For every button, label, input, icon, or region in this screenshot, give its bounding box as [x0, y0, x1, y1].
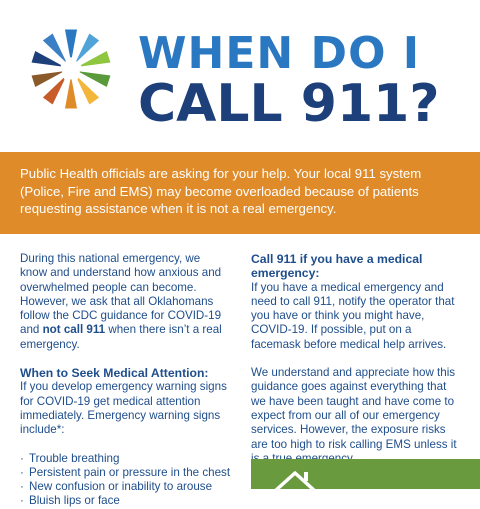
call-911-heading: Call 911 if you have a medical emergency: — [251, 252, 423, 281]
house-icon — [271, 465, 319, 495]
call-911-text: If you have a medical emergency and need to call 911, notify the operator that you have or think you might have, COVID-19. If possible, put on a facemask before medical help arrives. — [251, 280, 455, 351]
medical-attention-heading: When to Seek Medical Attention: — [20, 366, 209, 381]
warning-sign-text: Bluish lips or face — [29, 494, 120, 508]
title-line-1: WHEN DO I — [138, 28, 421, 79]
intro-paragraph — [20, 252, 230, 352]
intro-text: During this national emergency, we know and understand how anxious and overwhelmed people can become. However, we ask that all Oklahomans follow the CDC guidance for COVID-19 and — [20, 252, 222, 337]
warning-sign-text: New confusion or inability to arouse — [29, 480, 213, 494]
intro-bold-text: not call 911 — [42, 323, 106, 337]
list-item: · Trouble breathing — [20, 451, 120, 465]
orange-banner — [0, 152, 480, 234]
green-info-box — [251, 459, 480, 489]
warning-sign-text: Persistent pain or pressure in the chest — [29, 465, 231, 479]
medical-attention-text: If you develop emergency warning signs for COVID-19 get medical attention immediately. Emergency warning signs include*: — [20, 380, 227, 437]
intro-text-end: when there isn’t a real emergency. — [20, 323, 222, 351]
title-line-2: CALL 911? — [138, 74, 440, 134]
left-column — [20, 252, 230, 509]
list-item: · New confusion or inability to arouse — [20, 480, 213, 494]
right-column — [251, 252, 463, 480]
warning-sign-text: Trouble breathing — [29, 451, 120, 465]
list-item: · Persistent pain or pressure in the chest — [20, 465, 231, 479]
banner-text: Public Health officials are asking for your help. Your local 911 system (Police, Fire and EMS) may become overloaded because of patients requesting assistance when it is not a real emergency. — [20, 166, 422, 216]
list-item: · Bluish lips or face — [20, 494, 120, 508]
appreciate-text: We understand and appreciate how this guidance goes against everything that we have been taught and have come to expect from our all of our emergency services. However, the exposure risks are too high to risk calling EMS unless it — [251, 366, 457, 451]
warning-signs-list — [20, 452, 230, 509]
header — [0, 0, 480, 152]
oklahoma-star-logo-icon — [28, 26, 114, 112]
